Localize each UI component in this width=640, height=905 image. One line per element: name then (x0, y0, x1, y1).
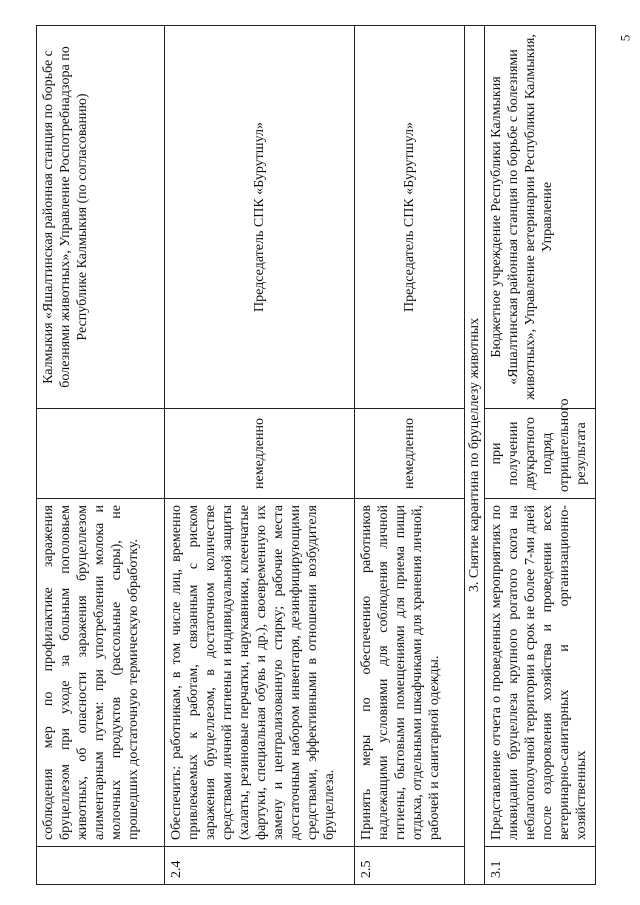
table-row (165, 26, 355, 885)
section-heading-row (465, 26, 485, 885)
page-number: 5 (616, 34, 632, 42)
table-row (485, 26, 596, 885)
measure-description: соблюдения мер по профилактике заражения бруцеллезом при уходе за больным поголовьем животных, об опасности заражения бруцеллезом алиментарным путем: при употреблении молока и молочных продуктов (рассольные сыры), не прошедших достаточную термическую обработку. (37, 499, 165, 847)
row-number: 2.5 (355, 847, 465, 885)
measure-description: Обеспечить: работникам, в том числе лиц, временно привлекаемых к работам, связанным с риском заражения бруцеллезом, в достаточном количестве средствами личной гигиены и индивидуальной защиты (халаты, резиновые перчатки, нарукавники, клеенчатые фартуки, специальная обувь и др.), своевременную их замену и централизованную стирку; рабочие места достаточным набором инвентаря, дезинфицирующими средствами, эффективными в отношении возбудителя бруцеллеза. (165, 499, 355, 847)
deadline-cell: при получении двукратного подряд отрицательного результата (485, 409, 596, 499)
responsible-cell: Председатель СПК «Бурутшул» (165, 26, 355, 409)
row-number: 3.1 (485, 847, 596, 885)
deadline-cell (37, 409, 165, 499)
section-title: 3. Снятие карантина по бруцеллезу животных (465, 26, 485, 885)
deadline-cell: немедленно (355, 409, 465, 499)
row-number (37, 847, 165, 885)
rotated-document-page (36, 25, 596, 885)
table-row (355, 26, 465, 885)
measure-description: Представление отчета о проведенных мероприятиях по ликвидации бруцеллеза крупного рогатого скота на неблагополучной территории в срок не более 7-ми дней после оздоровления хозяйства и проведении всех ветеринарно-санитарных и организационно-хозяйственных (485, 499, 596, 847)
responsible-cell: Бюджетное учреждение Республики Калмыкия «Яшалтинская районная станция по борьбе с болезнями животных», Управление ветеринарии Республики Калмыкия, Управление (485, 26, 596, 409)
deadline-cell: немедленно (165, 409, 355, 499)
responsible-cell: Калмыкия «Яшалтинская районная станция по борьбе с болезнями животных», Управление Роспотребнадзора по Республике Калмыкия (по согласованию) (37, 26, 165, 409)
table-row (37, 26, 165, 885)
responsible-cell: Председатель СПК «Бурутшул» (355, 26, 465, 409)
measure-description: Принять меры по обеспечению работников надлежащими условиями для соблюдения личной гигиены, бытовыми помещениями для приема пищи отдыха, отдельными шкафчиками для хранения личной, рабочей и санитарной одежды. (355, 499, 465, 847)
row-number: 2.4 (165, 847, 355, 885)
measures-table (36, 25, 596, 885)
